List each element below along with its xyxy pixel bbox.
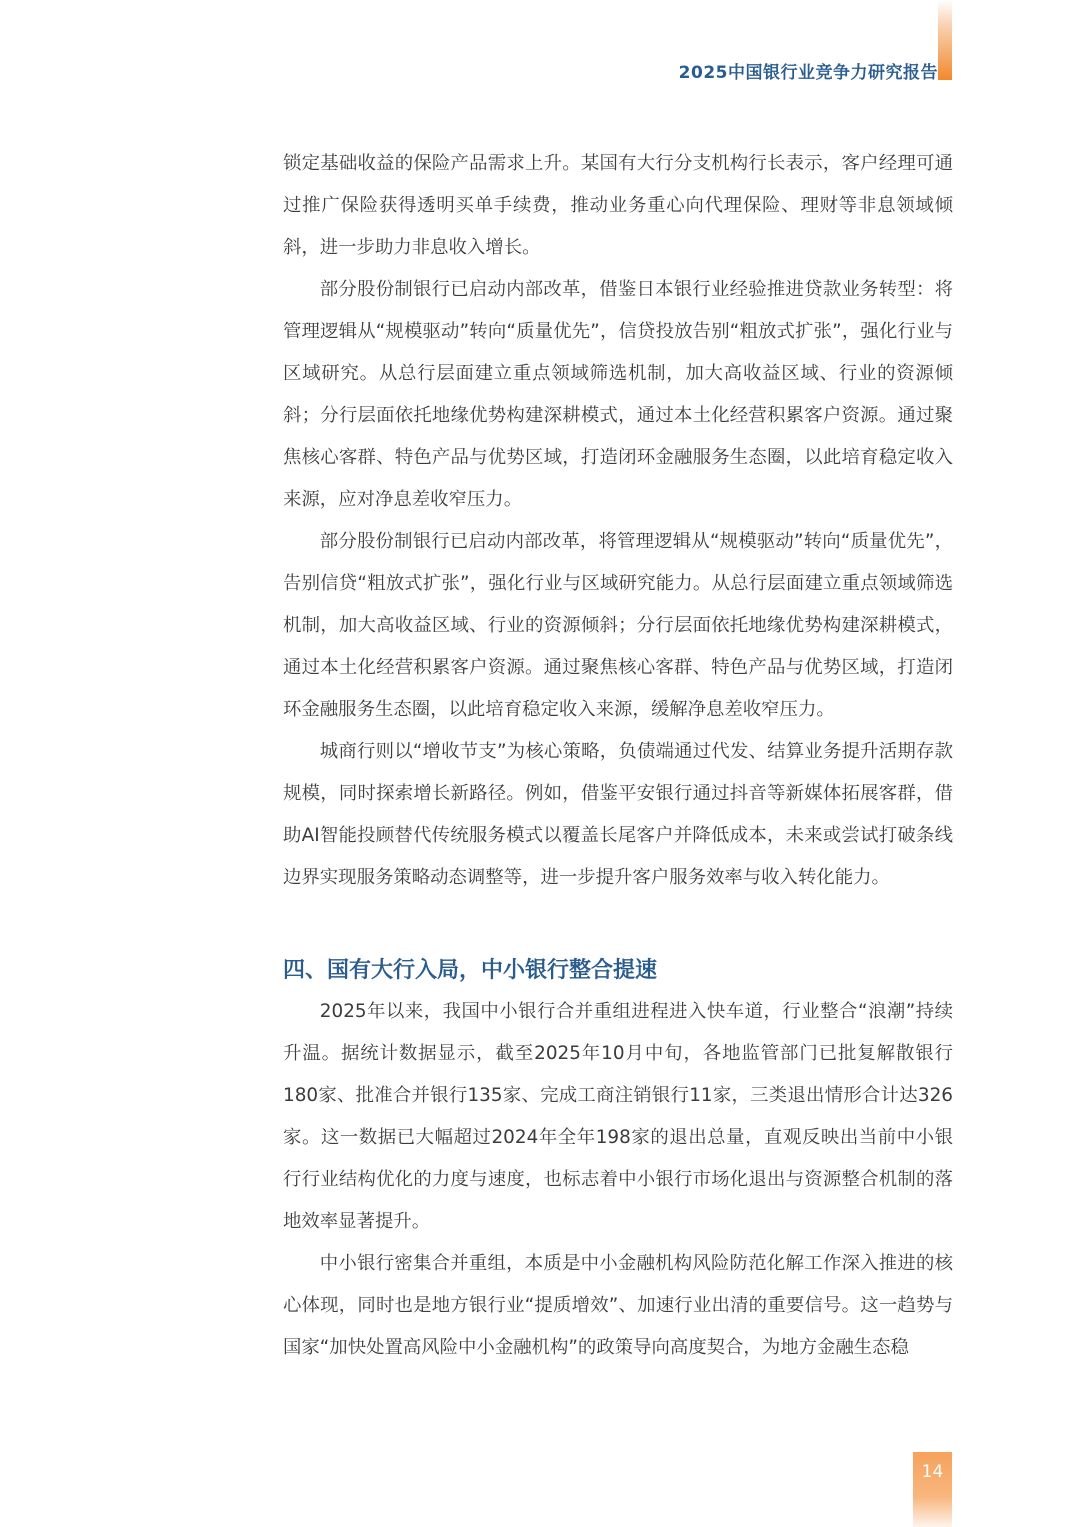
paragraph-joint-stock-reform-1: 部分股份制银行已启动内部改革，借鉴日本银行业经验推进贷款业务转型：将管理逻辑从“规模驱动”转向“质量优先”，信贷投放告别“粗放式扩张”，强化行业与区域研究。从总行层面建立重点领域筛选机制，加大高收益区域、行业的资源倾斜；分行层面依托地缘优势构建深耕模式，通过本土化经营积累客户资源。通过聚焦核心客群、特色产品与优势区域，打造闭环金融服务生态圈，以此培育稳定收入来源，应对净息差收窄压力。 — [283, 279, 953, 510]
page-content — [283, 143, 953, 1369]
paragraph-consolidation-stats: 2025年以来，我国中小银行合并重组进程进入快车道，行业整合“浪潮”持续升温。据统计数据显示，截至2025年10月中旬，各地监管部门已批复解散银行180家、批准合并银行135家、完成工商注销银行11家，三类退出情形合计达326家。这一数据已大幅超过2024年全年198家的退出总量，直观反映出当前中小银行行业结构优化的力度与速度，也标志着中小银行市场化退出与资源整合机制的落地效率显著提升。 — [283, 1001, 953, 1232]
header-accent-bar — [938, 0, 952, 80]
section-heading: 四、国有大行入局，中小银行整合提速 — [283, 958, 658, 983]
paragraph-city-commercial-banks: 城商行则以“增收节支”为核心策略，负债端通过代发、结算业务提升活期存款规模，同时探索增长新路径。例如，借鉴平安银行通过抖音等新媒体拓展客群，借助AI智能投顾替代传统服务模式以覆盖长尾客户并降低成本，未来或尝试打破条线边界实现服务策略动态调整等，进一步提升客户服务效率与收入转化能力。 — [283, 741, 953, 888]
paragraph-continued: 锁定基础收益的保险产品需求上升。某国有大行分支机构行长表示，客户经理可通过推广保险获得透明买单手续费，推动业务重心向代理保险、理财等非息领域倾斜，进一步助力非息收入增长。 — [283, 153, 953, 258]
page-number: 14 — [913, 1452, 952, 1527]
paragraph-joint-stock-reform-2: 部分股份制银行已启动内部改革，将管理逻辑从“规模驱动”转向“质量优先”，告别信贷“粗放式扩张”，强化行业与区域研究能力。从总行层面建立重点领域筛选机制，加大高收益区域、行业的资源倾斜；分行层面依托地缘优势构建深耕模式，通过本土化经营积累客户资源。通过聚焦核心客群、特色产品与优势区域，打造闭环金融服务生态圈，以此培育稳定收入来源，缓解净息差收窄压力。 — [283, 531, 953, 720]
report-title: 2025中国银行业竞争力研究报告 — [678, 63, 938, 83]
paragraph-consolidation-essence: 中小银行密集合并重组，本质是中小金融机构风险防范化解工作深入推进的核心体现，同时也是地方银行业“提质增效”、加速行业出清的重要信号。这一趋势与国家“加快处置高风险中小金融机构”的政策导向高度契合，为地方金融生态稳 — [283, 1253, 953, 1358]
